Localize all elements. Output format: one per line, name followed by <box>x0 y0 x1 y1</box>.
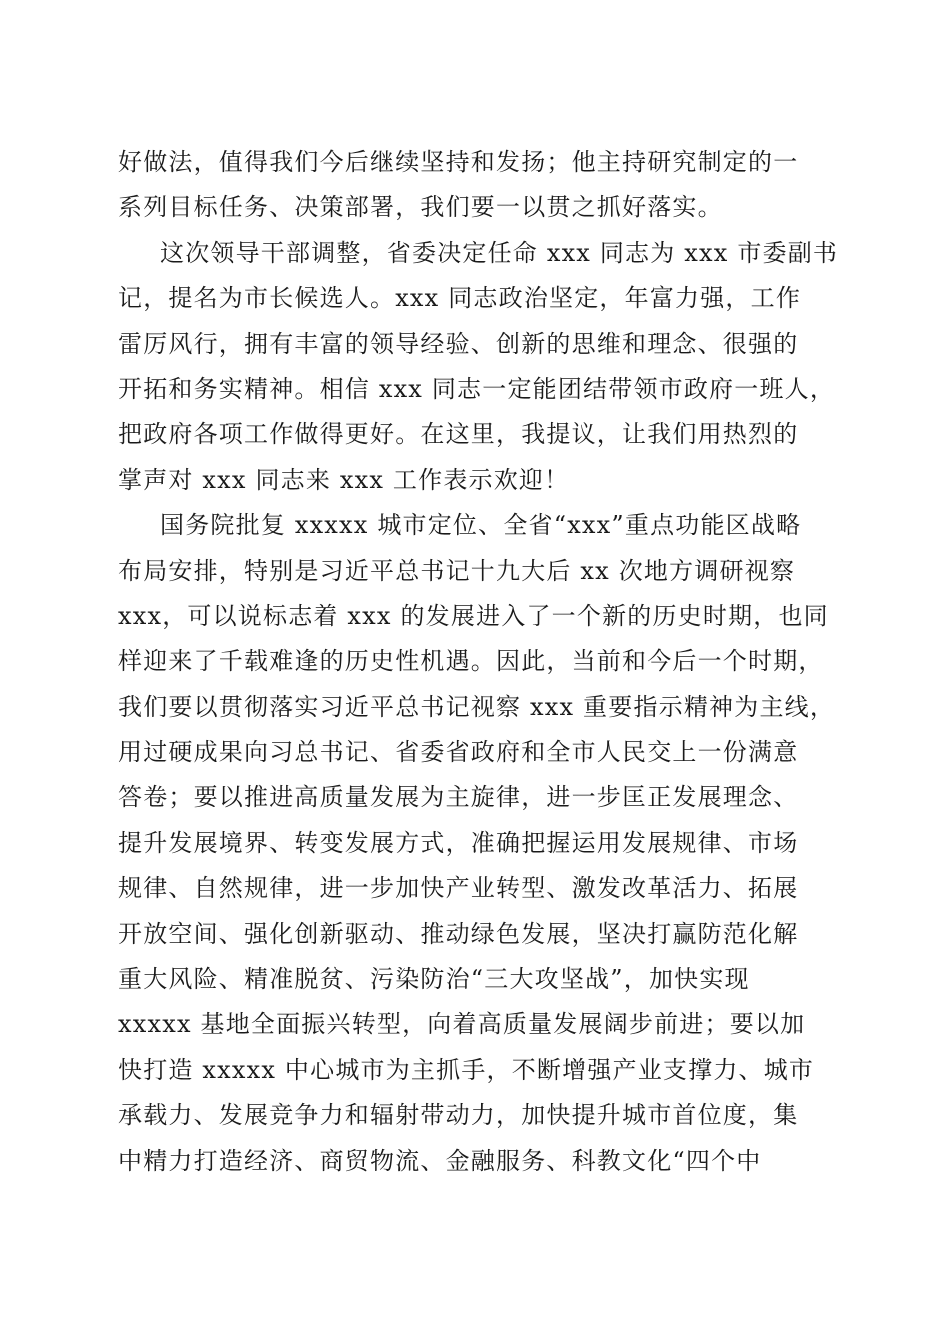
text-line: 答卷；要以推进高质量发展为主旋律，进一步匡正发展理念、 <box>118 783 799 812</box>
text-line: 开拓和务实精神。相信 xxx 同志一定能团结带领市政府一班人， <box>118 374 836 403</box>
text-line: 快打造 xxxxx 中心城市为主抓手，不断增强产业支撑力、城市 <box>118 1055 815 1084</box>
text-line: 样迎来了千载难逢的历史性机遇。因此，当前和今后一个时期， <box>118 647 824 676</box>
text-line: 开放空间、强化创新驱动、推动绿色发展，坚决打赢防范化解 <box>118 919 799 948</box>
body-text <box>118 140 839 1184</box>
text-line: 布局安排，特别是习近平总书记十九大后 xx 次地方调研视察 <box>118 556 796 585</box>
text-line: 雷厉风行，拥有丰富的领导经验、创新的思维和理念、很强的 <box>118 329 799 358</box>
paragraph-first-line: 这次领导干部调整，省委决定任命 xxx 同志为 xxx 市委副书 <box>160 238 839 267</box>
text-line: 把政府各项工作做得更好。在这里，我提议，让我们用热烈的 <box>118 420 799 449</box>
text-line: 好做法，值得我们今后继续坚持和发扬；他主持研究制定的一 <box>118 148 799 176</box>
paragraph-first-line: 国务院批复 xxxxx 城市定位、全省“xxx”重点功能区战略 <box>160 511 802 540</box>
text-line: xxx，可以说标志着 xxx 的发展进入了一个新的历史时期，也同 <box>118 601 829 630</box>
text-line: 系列目标任务、决策部署，我们要一以贯之抓好落实。 <box>118 193 723 222</box>
text-line: xxxxx 基地全面振兴转型，向着高质量发展阔步前进；要以加 <box>118 1010 806 1039</box>
text-line: 用过硬成果向习总书记、省委省政府和全市人民交上一份满意 <box>118 738 799 767</box>
text-line: 我们要以贯彻落实习近平总书记视察 xxx 重要指示精神为主线， <box>118 692 836 721</box>
text-line: 中精力打造经济、商贸物流、金融服务、科教文化“四个中 <box>118 1146 762 1175</box>
text-line: 规律、自然规律，进一步加快产业转型、激发改革活力、拓展 <box>118 874 799 903</box>
text-line: 掌声对 xxx 同志来 xxx 工作表示欢迎！ <box>118 465 570 494</box>
text-line: 重大风险、精准脱贫、污染防治“三大攻坚战”，加快实现 <box>118 965 750 994</box>
text-line: 承载力、发展竞争力和辐射带动力，加快提升城市首位度，集 <box>118 1101 799 1130</box>
text-line: 记，提名为市长候选人。xxx 同志政治坚定，年富力强，工作 <box>118 284 802 313</box>
text-line: 提升发展境界、转变发展方式，准确把握运用发展规律、市场 <box>118 828 799 857</box>
